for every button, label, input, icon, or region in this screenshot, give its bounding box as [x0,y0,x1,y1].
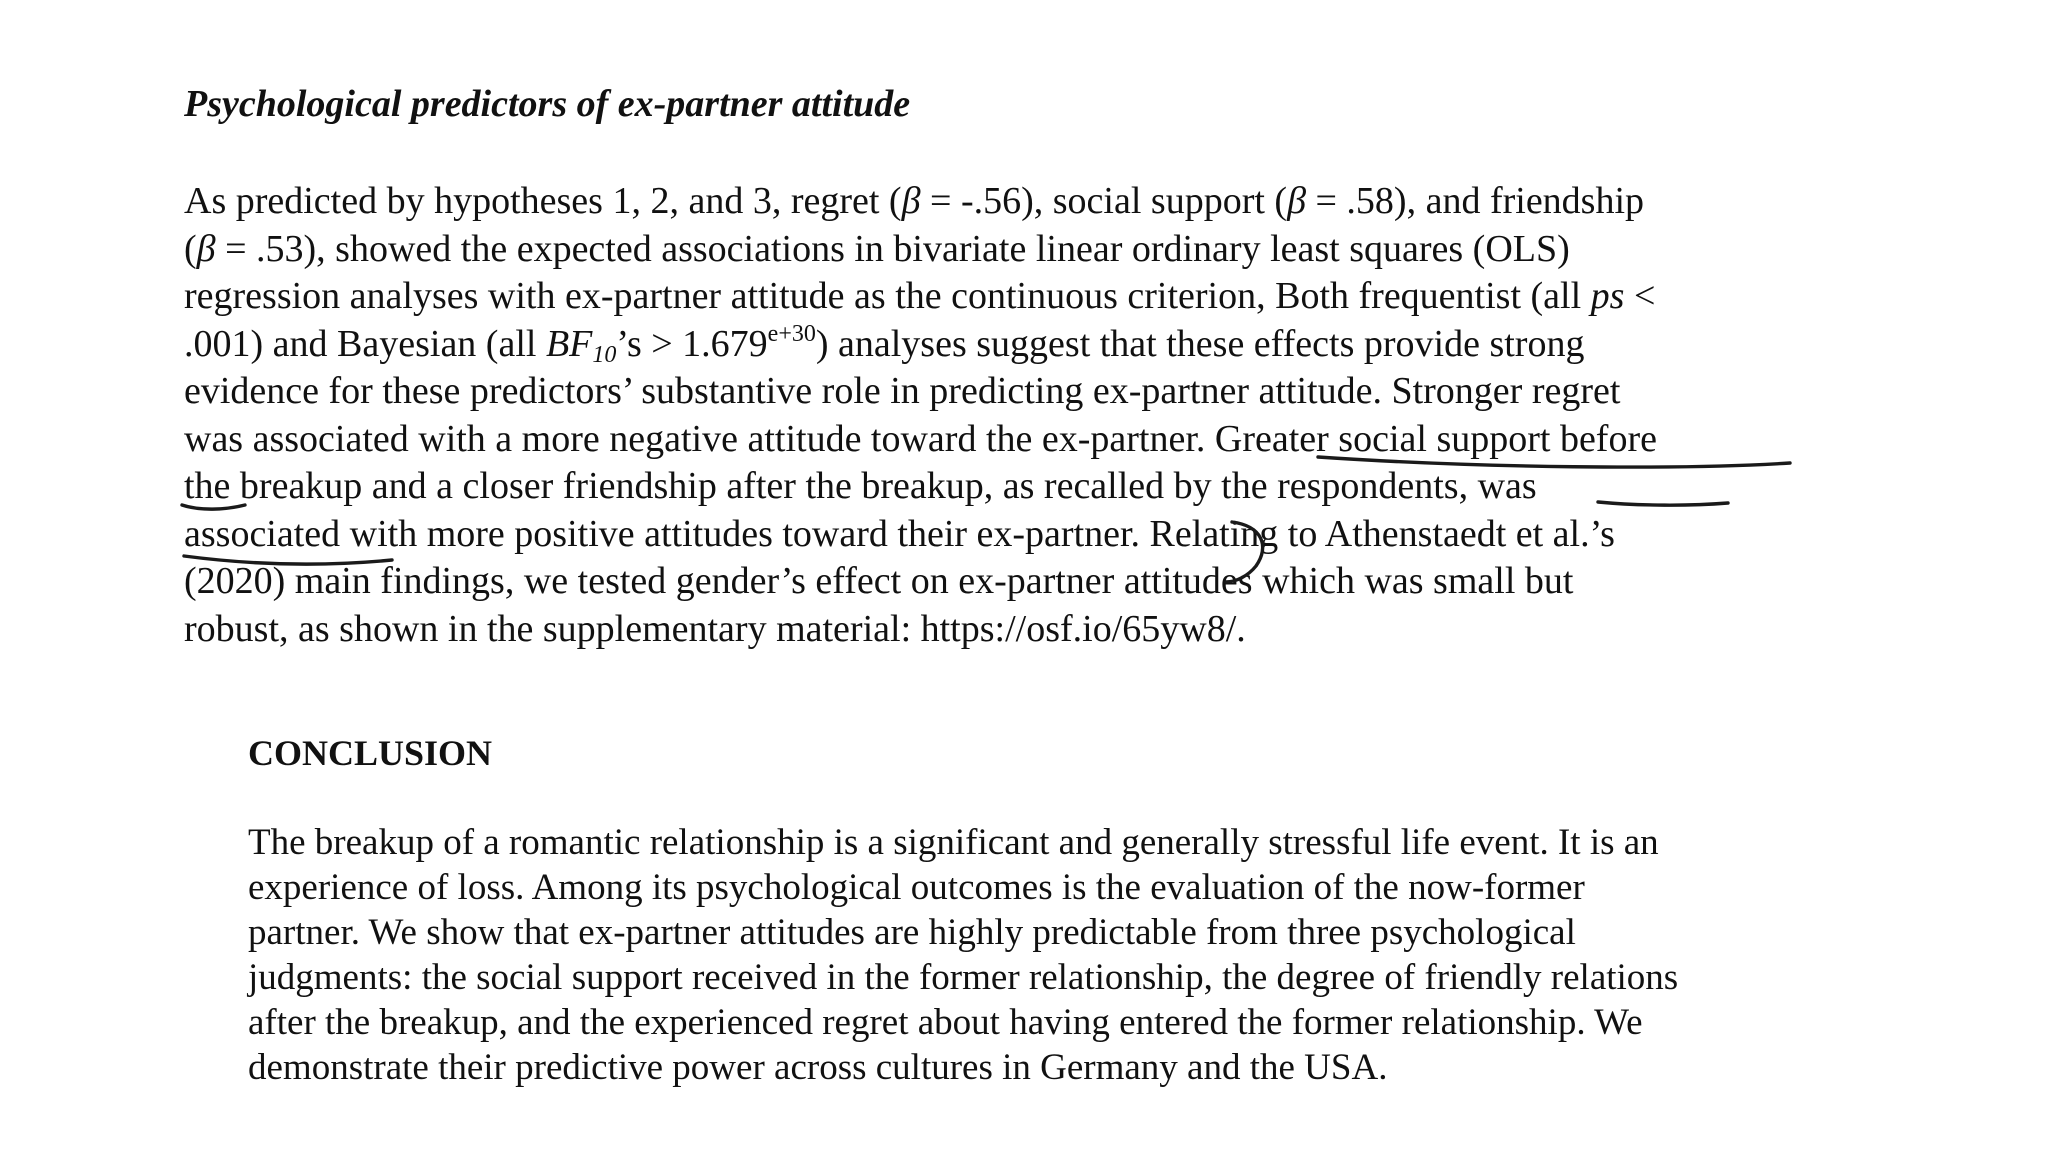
conclusion-heading: CONCLUSION [248,733,493,773]
paragraph-line: experience of loss. Among its psychological outcomes is the evaluation of the now-former [248,867,1585,908]
paragraph-line: partner. We show that ex-partner attitudes are highly predictable from three psychological [248,912,1576,953]
paragraph-line: after the breakup, and the experienced regret about having entered the former relationship. We [248,1002,1643,1043]
conclusion-paragraph [248,820,1678,1090]
paragraph-line: As predicted by hypotheses 1, 2, and 3, regret (β = -.56), social support (β = .58), and friendship [184,180,1645,222]
paragraph-line: regression analyses with ex-partner attitude as the continuous criterion, Both frequentist (all ps < [184,275,1656,317]
paragraph-line: demonstrate their predictive power across cultures in Germany and the USA. [248,1047,1388,1088]
paragraph-line: associated with more positive attitudes toward their ex-partner. Relating to Athenstaedt et al.’s [184,512,1615,555]
paragraph-line: robust, as shown in the supplementary material: https://osf.io/65yw8/. [184,607,1246,650]
paragraph-line: judgments: the social support received in the former relationship, the degree of friendly relations [248,957,1679,998]
paragraph-line: The breakup of a romantic relationship is a significant and generally stressful life event. It is an [248,822,1659,863]
paragraph-line: (β = .53), showed the expected associations in bivariate linear ordinary least squares (OLS) [184,227,1570,270]
paragraph-line: evidence for these predictors’ substantive role in predicting ex-partner attitude. Stronger regret [184,370,1621,412]
section-heading: Psychological predictors of ex-partner attitude [184,83,911,125]
paragraph-line: (2020) main findings, we tested gender’s effect on ex-partner attitudes which was small but [184,560,1574,602]
paragraph-line: was associated with a more negative attitude toward the ex-partner. Greater social support before [184,417,1657,460]
results-paragraph [184,178,1657,653]
paragraph-line: .001) and Bayesian (all $BF_{10}’s > 1.679^{e+30}$) analyses suggest that these effects provide strong [184,320,1585,368]
paragraph-line: the breakup and a closer friendship after the breakup, as recalled by the respondents, was [184,465,1537,507]
